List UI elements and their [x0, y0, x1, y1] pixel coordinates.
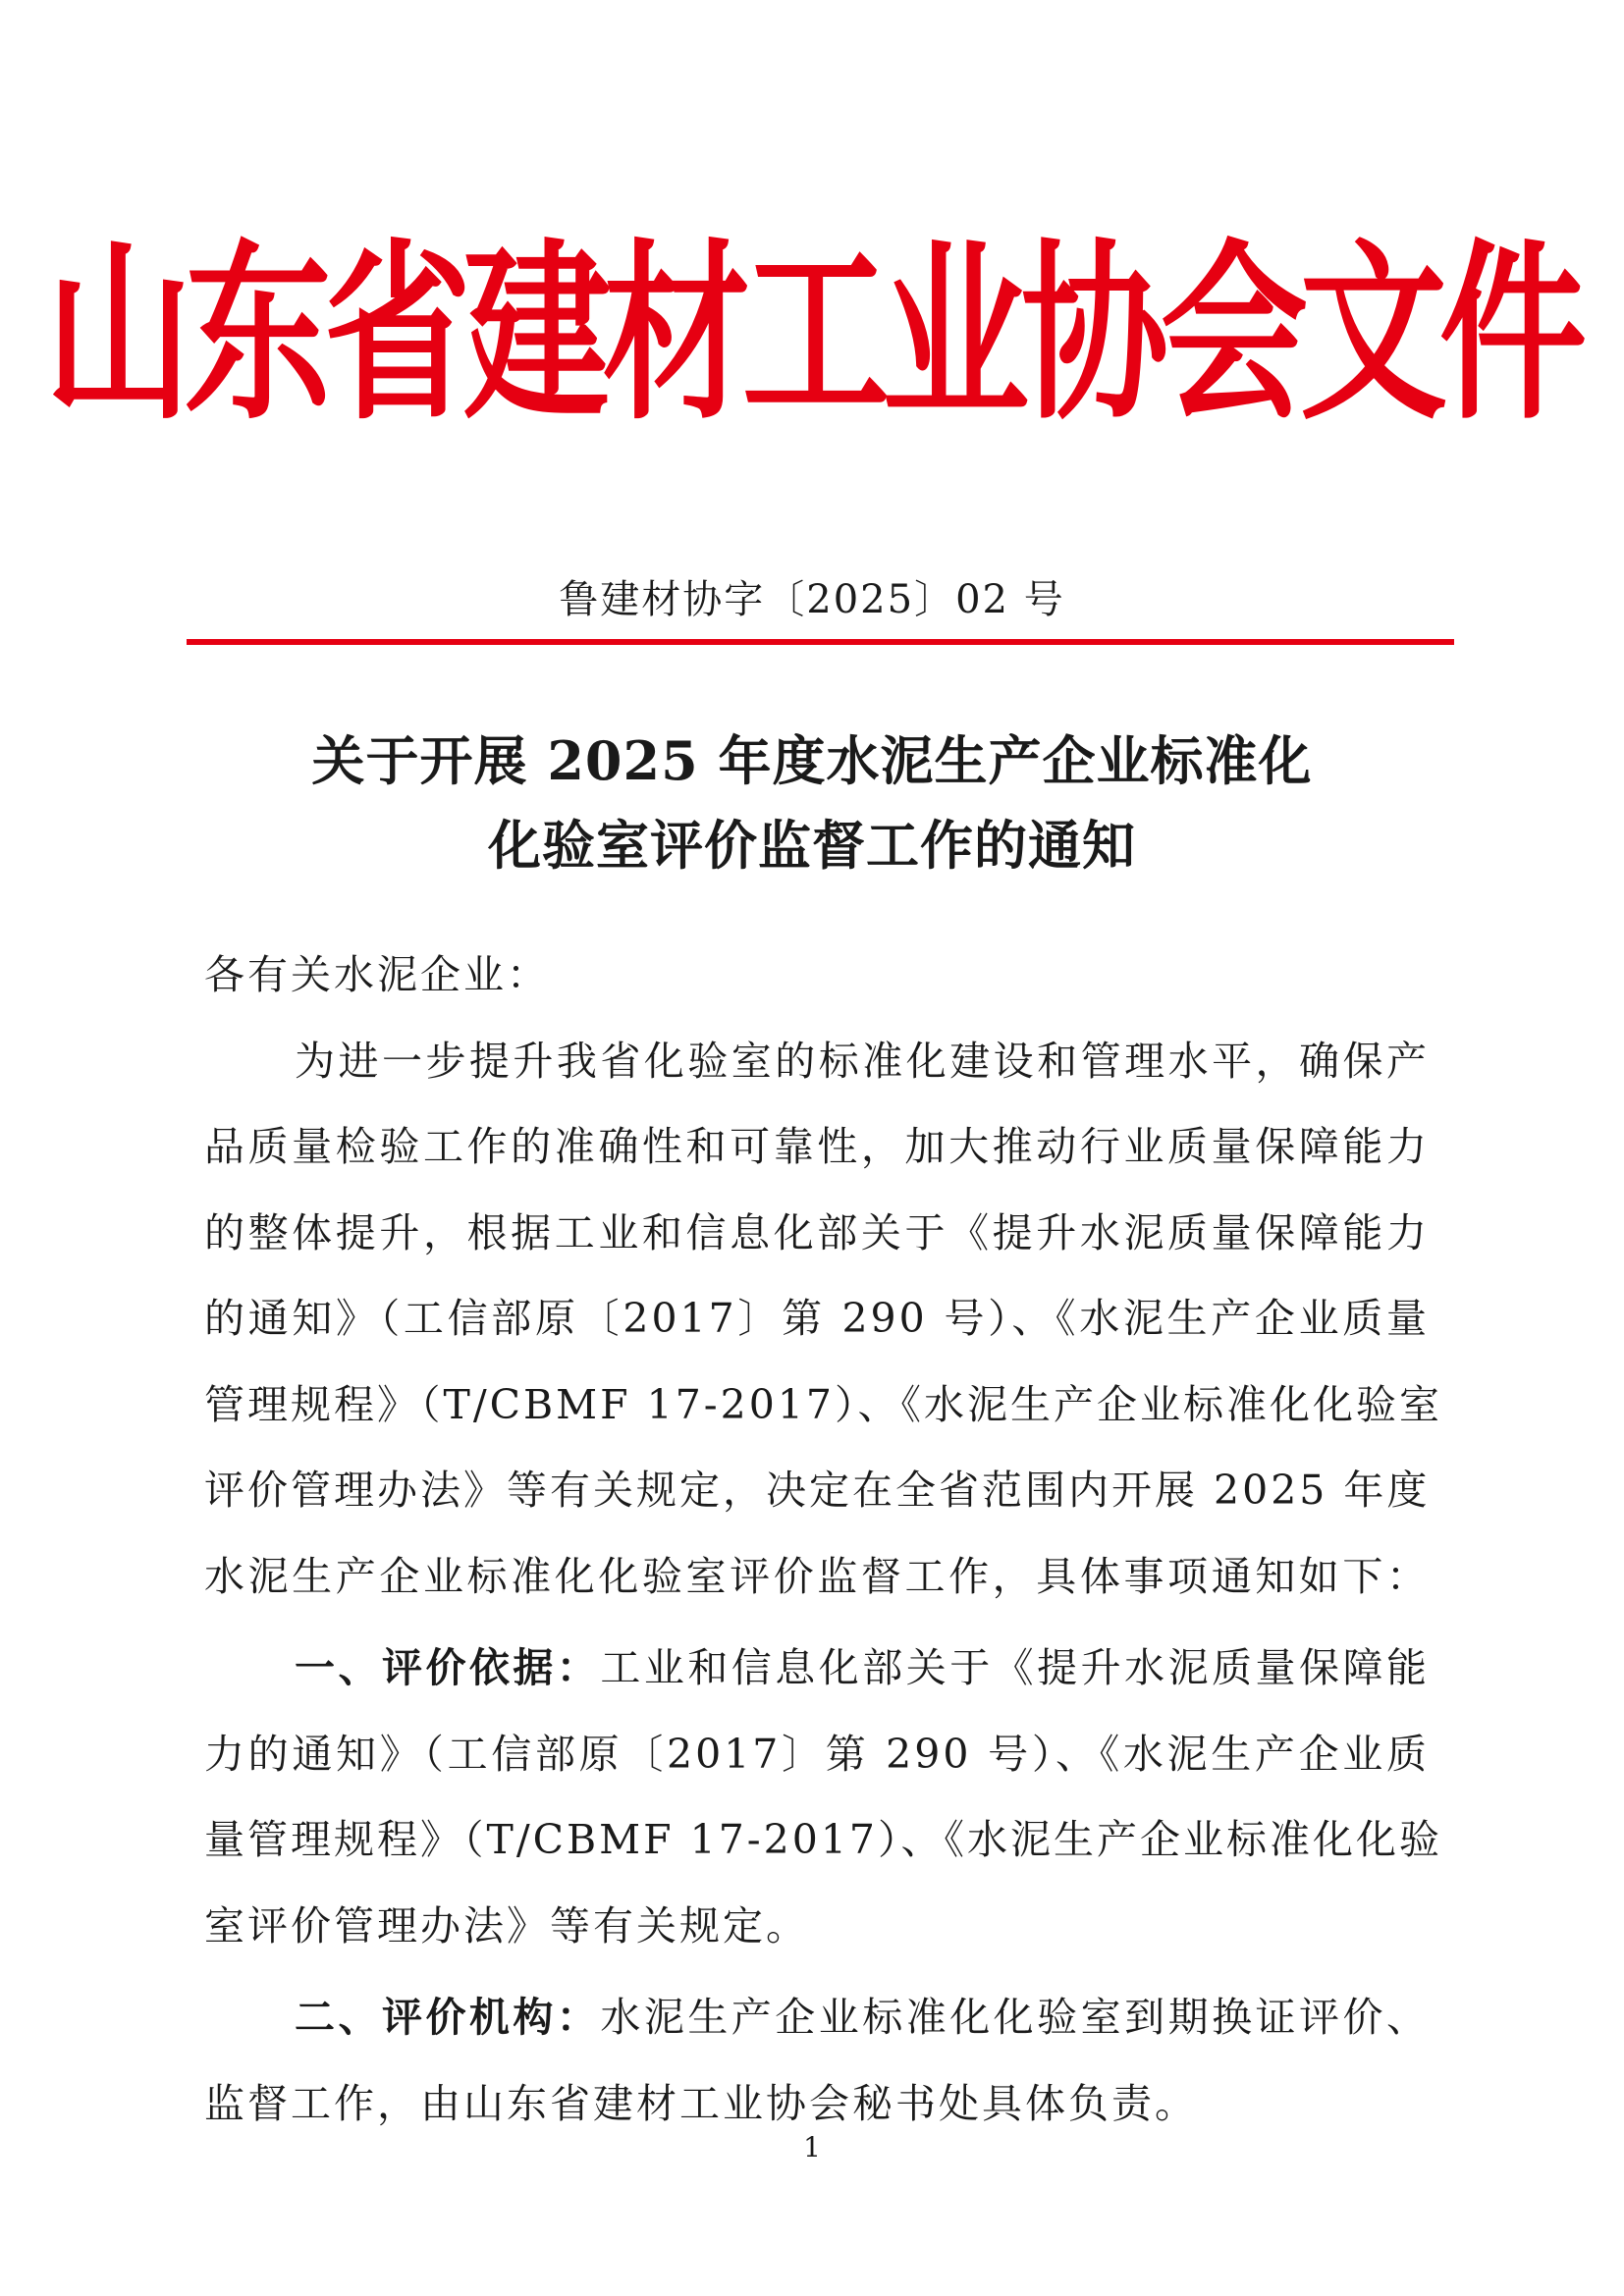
intro-line-4: 的通知》（工信部原〔2017〕第 290 号）、《水泥生产企业质量	[204, 1295, 1430, 1342]
document-masthead: 山东省建材工业协会文件	[44, 221, 1579, 447]
notice-title-line-1: 关于开展 2025 年度水泥生产企业标准化	[311, 729, 1313, 792]
section-2-heading: 二、评价机构：	[295, 1994, 601, 2041]
intro-line-2: 品质量检验工作的准确性和可靠性，加大推动行业质量保障能力	[204, 1123, 1430, 1170]
section-1-line-2: 力的通知》（工信部原〔2017〕第 290 号）、《水泥生产企业质	[204, 1730, 1430, 1778]
section-2-first-line-text: 水泥生产企业标准化化验室到期换证评价、	[600, 1994, 1430, 2041]
document-number: 鲁建材协字〔2025〕02 号	[559, 577, 1065, 622]
salutation: 各有关水泥企业：	[204, 951, 550, 998]
notice-title	[137, 719, 1487, 887]
section-1-line-4: 室评价管理办法》等有关规定。	[204, 1901, 809, 1949]
section-2-evaluation-body	[204, 1975, 1430, 2147]
section-2-line-1	[204, 1975, 1430, 2061]
section-1-evaluation-basis	[204, 1626, 1442, 1969]
section-1-first-line-text: 工业和信息化部关于《提升水泥质量保障能	[600, 1644, 1430, 1691]
intro-line-3: 的整体提升，根据工业和信息化部关于《提升水泥质量保障能力	[204, 1208, 1430, 1256]
red-divider-rule	[187, 639, 1454, 645]
intro-paragraph	[204, 1019, 1442, 1621]
notice-body	[204, 933, 1442, 2147]
notice-title-line-2: 化验室评价监督工作的通知	[488, 814, 1136, 877]
section-1-line-3: 量管理规程》（T/CBMF 17-2017）、《水泥生产企业标准化化验	[204, 1816, 1442, 1863]
intro-line-6: 评价管理办法》等有关规定，决定在全省范围内开展 2025 年度	[204, 1467, 1431, 1514]
intro-line-7: 水泥生产企业标准化化验室评价监督工作，具体事项通知如下：	[204, 1552, 1430, 1600]
section-1-line-1	[204, 1626, 1430, 1712]
section-1-heading: 一、评价依据：	[295, 1644, 601, 1691]
page-number: 1	[803, 2131, 821, 2163]
intro-line-5: 管理规程》（T/CBMF 17-2017）、《水泥生产企业标准化化验室	[204, 1380, 1442, 1428]
section-2-line-2: 监督工作，由山东省建材工业协会秘书处具体负责。	[204, 2079, 1198, 2127]
intro-line-1: 为进一步提升我省化验室的标准化建设和管理水平，确保产	[295, 1037, 1430, 1085]
